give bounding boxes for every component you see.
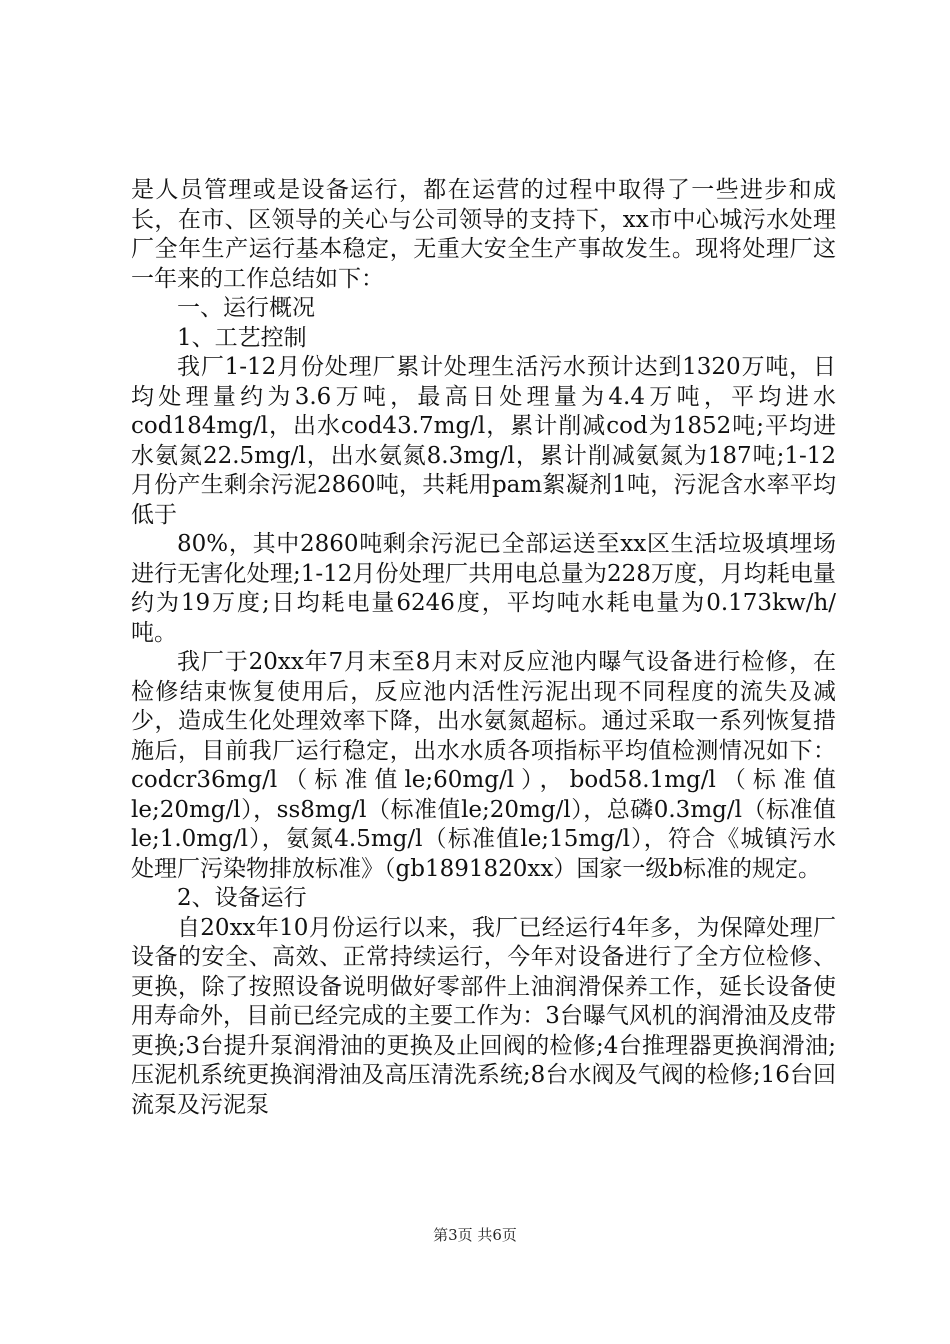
subsection-heading-equipment-operation: 2、设备运行 xyxy=(177,885,307,911)
body-paragraph: 80%，其中2860吨剩余污泥已全部运送至xx区生活垃圾填埋场进行无害化处理;1-12月份处理厂共用电总量为228万度，月均耗电量约为19万度;日均耗电量6246度，平均吨水耗电量为0.173kw/h/吨。 xyxy=(131,531,836,646)
body-paragraph: 自20xx年10月份运行以来，我厂已经运行4年多，为保障处理厂设备的安全、高效、正常持续运行，今年对设备进行了全方位检修、更换，除了按照设备说明做好零部件上油润滑保养工作，延长设备使用寿命外，目前已经完成的主要工作为：3台曝气风机的润滑油及皮带更换;3台提升泵润滑油的更换及止回阀的检修;4台推理器更换润滑油;压泥机系统更换润滑油及高压清洗系统;8台水阀及气阀的检修;16台回流泵及污泥泵 xyxy=(131,914,836,1118)
body-paragraph: 是人员管理或是设备运行，都在运营的过程中取得了一些进步和成长，在市、区领导的关心与公司领导的支持下，xx市中心城污水处理厂全年生产运行基本稳定，无重大安全生产事故发生。现将处理厂这一年来的工作总结如下： xyxy=(131,177,836,292)
body-paragraph: 我厂于20xx年7月末至8月末对反应池内曝气设备进行检修，在检修结束恢复使用后，反应池内活性污泥出现不同程度的流失及减少，造成生化处理效率下降，出水氨氮超标。通过采取一系列恢复措施后，目前我厂运行稳定，出水水质各项指标平均值检测情况如下：codcr36mg/l（标准值le;60mg/l），bod58.1mg/l（标准值le;20mg/l），ss8mg/l（标准值le;20mg/l），总磷0.3mg/l（标准值le;1.0mg/l），氨氮4.5mg/l（标准值le;15mg/l），符合《城镇污水处理厂污染物排放标准》（gb1891820xx）国家一级b标准的规定。 xyxy=(131,649,836,882)
body-paragraph: 我厂1-12月份处理厂累计处理生活污水预计达到1320万吨，日均处理量约为3.6万吨，最高日处理量为4.4万吨，平均进水cod184mg/l，出水cod43.7mg/l，累计削减cod为1852吨;平均进水氨氮22.5mg/l，出水氨氮8.3mg/l，累计削减氨氮为187吨;1-12月份产生剩余污泥2860吨，共耗用pam絮凝剂1吨，污泥含水率平均低于 xyxy=(131,354,836,528)
document-body xyxy=(131,176,836,1120)
section-heading-operation-overview: 一、运行概况 xyxy=(177,295,315,321)
page-number-footer: 第3页 共6页 xyxy=(433,1226,517,1244)
subsection-heading-process-control: 1、工艺控制 xyxy=(177,324,307,351)
